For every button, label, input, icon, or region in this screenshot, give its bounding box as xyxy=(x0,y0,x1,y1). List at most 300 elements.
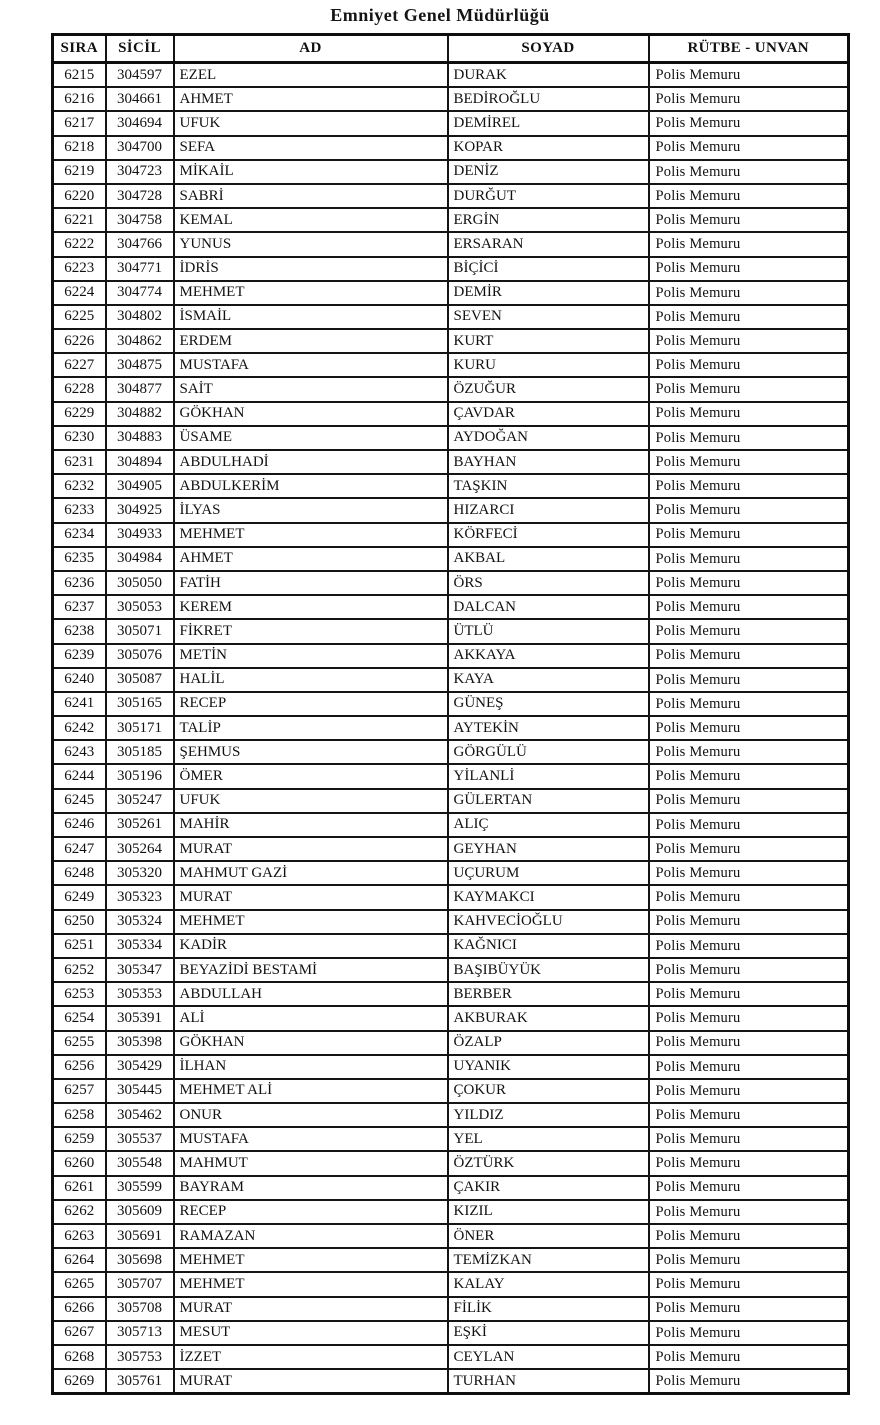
sira-cell: 6262 xyxy=(53,1200,106,1224)
table-row xyxy=(53,402,849,426)
soyad-cell: FİLİK xyxy=(448,1297,649,1321)
sira-cell: 6269 xyxy=(53,1369,106,1394)
soyad-cell: TAŞKIN xyxy=(448,474,649,498)
sira-cell: 6222 xyxy=(53,232,106,256)
ad-cell: ABDULHADİ xyxy=(174,450,448,474)
table-row xyxy=(53,305,849,329)
ad-cell: İLHAN xyxy=(174,1055,448,1079)
soyad-cell: DEMİREL xyxy=(448,111,649,135)
soyad-cell: GÜLERTAN xyxy=(448,789,649,813)
rutbe-cell: Polis Memuru xyxy=(649,329,849,353)
sicil-cell: 305247 xyxy=(106,789,174,813)
soyad-cell: UÇURUM xyxy=(448,861,649,885)
rutbe-cell: Polis Memuru xyxy=(649,208,849,232)
rutbe-cell: Polis Memuru xyxy=(649,692,849,716)
sicil-cell: 304883 xyxy=(106,426,174,450)
table-row xyxy=(53,136,849,160)
rutbe-cell: Polis Memuru xyxy=(649,1272,849,1296)
rutbe-cell: Polis Memuru xyxy=(649,281,849,305)
rutbe-cell: Polis Memuru xyxy=(649,1031,849,1055)
sicil-cell: 304875 xyxy=(106,353,174,377)
ad-cell: UFUK xyxy=(174,789,448,813)
sicil-cell: 305391 xyxy=(106,1006,174,1030)
soyad-cell: KURT xyxy=(448,329,649,353)
soyad-cell: EŞKİ xyxy=(448,1321,649,1345)
sira-cell: 6228 xyxy=(53,377,106,401)
ad-cell: MİKAİL xyxy=(174,160,448,184)
sira-cell: 6252 xyxy=(53,958,106,982)
rutbe-cell: Polis Memuru xyxy=(649,571,849,595)
table-row xyxy=(53,1079,849,1103)
sira-cell: 6251 xyxy=(53,934,106,958)
sira-cell: 6260 xyxy=(53,1151,106,1175)
sira-cell: 6247 xyxy=(53,837,106,861)
ad-cell: SEFA xyxy=(174,136,448,160)
table-row xyxy=(53,160,849,184)
soyad-cell: DURAK xyxy=(448,63,649,88)
sicil-cell: 304882 xyxy=(106,402,174,426)
table-row xyxy=(53,1369,849,1394)
soyad-cell: AYTEKİN xyxy=(448,716,649,740)
rutbe-cell: Polis Memuru xyxy=(649,474,849,498)
table-row xyxy=(53,910,849,934)
soyad-cell: YİLANLİ xyxy=(448,764,649,788)
sicil-cell: 305050 xyxy=(106,571,174,595)
soyad-cell: KAHVECİOĞLU xyxy=(448,910,649,934)
sira-cell: 6219 xyxy=(53,160,106,184)
sira-cell: 6227 xyxy=(53,353,106,377)
table-row xyxy=(53,1127,849,1151)
ad-cell: AHMET xyxy=(174,87,448,111)
soyad-cell: UYANIK xyxy=(448,1055,649,1079)
rutbe-cell: Polis Memuru xyxy=(649,789,849,813)
rutbe-cell: Polis Memuru xyxy=(649,837,849,861)
table-row xyxy=(53,87,849,111)
table-row xyxy=(53,498,849,522)
table-row xyxy=(53,1151,849,1175)
sira-cell: 6268 xyxy=(53,1345,106,1369)
rutbe-cell: Polis Memuru xyxy=(649,523,849,547)
rutbe-cell: Polis Memuru xyxy=(649,644,849,668)
ad-cell: MEHMET xyxy=(174,523,448,547)
sira-cell: 6257 xyxy=(53,1079,106,1103)
table-row xyxy=(53,208,849,232)
soyad-cell: BERBER xyxy=(448,982,649,1006)
table-row xyxy=(53,619,849,643)
sicil-cell: 305691 xyxy=(106,1224,174,1248)
sicil-cell: 304723 xyxy=(106,160,174,184)
rutbe-cell: Polis Memuru xyxy=(649,136,849,160)
soyad-cell: ÖRS xyxy=(448,571,649,595)
ad-cell: GÖKHAN xyxy=(174,1031,448,1055)
roster-table-body xyxy=(53,63,849,1394)
table-row xyxy=(53,813,849,837)
sicil-cell: 305445 xyxy=(106,1079,174,1103)
soyad-cell: BİÇİCİ xyxy=(448,257,649,281)
sicil-cell: 305347 xyxy=(106,958,174,982)
table-row xyxy=(53,571,849,595)
ad-cell: RAMAZAN xyxy=(174,1224,448,1248)
sira-cell: 6261 xyxy=(53,1176,106,1200)
sira-cell: 6265 xyxy=(53,1272,106,1296)
rutbe-cell: Polis Memuru xyxy=(649,257,849,281)
sira-cell: 6226 xyxy=(53,329,106,353)
sicil-cell: 304728 xyxy=(106,184,174,208)
rutbe-cell: Polis Memuru xyxy=(649,63,849,88)
table-row xyxy=(53,1103,849,1127)
sicil-cell: 305708 xyxy=(106,1297,174,1321)
soyad-cell: TURHAN xyxy=(448,1369,649,1394)
soyad-cell: DEMİR xyxy=(448,281,649,305)
soyad-cell: KAYMAKCI xyxy=(448,885,649,909)
soyad-cell: AKBURAK xyxy=(448,1006,649,1030)
sira-cell: 6250 xyxy=(53,910,106,934)
sira-cell: 6254 xyxy=(53,1006,106,1030)
sira-cell: 6215 xyxy=(53,63,106,88)
soyad-cell: ÖZALP xyxy=(448,1031,649,1055)
page-title: Emniyet Genel Müdürlüğü xyxy=(330,5,550,25)
sicil-cell: 305698 xyxy=(106,1248,174,1272)
sira-cell: 6221 xyxy=(53,208,106,232)
header-ad: AD xyxy=(174,35,448,63)
table-row xyxy=(53,377,849,401)
sira-cell: 6241 xyxy=(53,692,106,716)
ad-cell: ÖMER xyxy=(174,764,448,788)
ad-cell: KEMAL xyxy=(174,208,448,232)
ad-cell: ABDULKERİM xyxy=(174,474,448,498)
soyad-cell: ERSARAN xyxy=(448,232,649,256)
ad-cell: MEHMET xyxy=(174,910,448,934)
soyad-cell: KOPAR xyxy=(448,136,649,160)
ad-cell: İZZET xyxy=(174,1345,448,1369)
sira-cell: 6249 xyxy=(53,885,106,909)
rutbe-cell: Polis Memuru xyxy=(649,764,849,788)
table-row xyxy=(53,861,849,885)
soyad-cell: AKKAYA xyxy=(448,644,649,668)
sira-cell: 6256 xyxy=(53,1055,106,1079)
table-row xyxy=(53,885,849,909)
ad-cell: SAİT xyxy=(174,377,448,401)
sicil-cell: 304877 xyxy=(106,377,174,401)
soyad-cell: ÇAVDAR xyxy=(448,402,649,426)
ad-cell: ONUR xyxy=(174,1103,448,1127)
sira-cell: 6264 xyxy=(53,1248,106,1272)
table-row xyxy=(53,184,849,208)
sira-cell: 6259 xyxy=(53,1127,106,1151)
table-row xyxy=(53,692,849,716)
rutbe-cell: Polis Memuru xyxy=(649,619,849,643)
sira-cell: 6240 xyxy=(53,668,106,692)
sicil-cell: 305264 xyxy=(106,837,174,861)
rutbe-cell: Polis Memuru xyxy=(649,861,849,885)
table-row xyxy=(53,1272,849,1296)
table-row xyxy=(53,1031,849,1055)
sicil-cell: 304661 xyxy=(106,87,174,111)
ad-cell: MEHMET xyxy=(174,1272,448,1296)
rutbe-cell: Polis Memuru xyxy=(649,1176,849,1200)
sira-cell: 6255 xyxy=(53,1031,106,1055)
table-row xyxy=(53,547,849,571)
sicil-cell: 305761 xyxy=(106,1369,174,1394)
soyad-cell: ERGİN xyxy=(448,208,649,232)
ad-cell: HALİL xyxy=(174,668,448,692)
sicil-cell: 305076 xyxy=(106,644,174,668)
rutbe-cell: Polis Memuru xyxy=(649,1224,849,1248)
rutbe-cell: Polis Memuru xyxy=(649,885,849,909)
soyad-cell: KURU xyxy=(448,353,649,377)
soyad-cell: BEDİROĞLU xyxy=(448,87,649,111)
soyad-cell: ÖZTÜRK xyxy=(448,1151,649,1175)
table-row xyxy=(53,111,849,135)
ad-cell: MURAT xyxy=(174,1369,448,1394)
ad-cell: UFUK xyxy=(174,111,448,135)
ad-cell: ABDULLAH xyxy=(174,982,448,1006)
sicil-cell: 305053 xyxy=(106,595,174,619)
ad-cell: MUSTAFA xyxy=(174,1127,448,1151)
soyad-cell: KAĞNICI xyxy=(448,934,649,958)
sicil-cell: 305753 xyxy=(106,1345,174,1369)
soyad-cell: GÜNEŞ xyxy=(448,692,649,716)
ad-cell: KADİR xyxy=(174,934,448,958)
soyad-cell: GÖRGÜLÜ xyxy=(448,740,649,764)
ad-cell: MUSTAFA xyxy=(174,353,448,377)
rutbe-cell: Polis Memuru xyxy=(649,498,849,522)
table-header-row xyxy=(53,35,849,63)
table-row xyxy=(53,668,849,692)
table-row xyxy=(53,716,849,740)
sicil-cell: 304905 xyxy=(106,474,174,498)
ad-cell: AHMET xyxy=(174,547,448,571)
rutbe-cell: Polis Memuru xyxy=(649,716,849,740)
rutbe-cell: Polis Memuru xyxy=(649,402,849,426)
sira-cell: 6243 xyxy=(53,740,106,764)
sicil-cell: 305537 xyxy=(106,1127,174,1151)
sicil-cell: 305171 xyxy=(106,716,174,740)
rutbe-cell: Polis Memuru xyxy=(649,1127,849,1151)
sicil-cell: 304700 xyxy=(106,136,174,160)
ad-cell: YUNUS xyxy=(174,232,448,256)
soyad-cell: DALCAN xyxy=(448,595,649,619)
rutbe-cell: Polis Memuru xyxy=(649,813,849,837)
table-row xyxy=(53,329,849,353)
sira-cell: 6258 xyxy=(53,1103,106,1127)
sira-cell: 6242 xyxy=(53,716,106,740)
soyad-cell: AKBAL xyxy=(448,547,649,571)
sira-cell: 6266 xyxy=(53,1297,106,1321)
sicil-cell: 305713 xyxy=(106,1321,174,1345)
sicil-cell: 305398 xyxy=(106,1031,174,1055)
sira-cell: 6244 xyxy=(53,764,106,788)
table-row xyxy=(53,958,849,982)
sicil-cell: 305261 xyxy=(106,813,174,837)
sicil-cell: 305196 xyxy=(106,764,174,788)
table-row xyxy=(53,1321,849,1345)
rutbe-cell: Polis Memuru xyxy=(649,934,849,958)
sira-cell: 6248 xyxy=(53,861,106,885)
rutbe-cell: Polis Memuru xyxy=(649,547,849,571)
sicil-cell: 304802 xyxy=(106,305,174,329)
ad-cell: BAYRAM xyxy=(174,1176,448,1200)
soyad-cell: DENİZ xyxy=(448,160,649,184)
soyad-cell: GEYHAN xyxy=(448,837,649,861)
sira-cell: 6216 xyxy=(53,87,106,111)
sira-cell: 6267 xyxy=(53,1321,106,1345)
sira-cell: 6230 xyxy=(53,426,106,450)
table-row xyxy=(53,1055,849,1079)
soyad-cell: KALAY xyxy=(448,1272,649,1296)
sicil-cell: 305165 xyxy=(106,692,174,716)
ad-cell: FİKRET xyxy=(174,619,448,643)
rutbe-cell: Polis Memuru xyxy=(649,377,849,401)
sicil-cell: 305599 xyxy=(106,1176,174,1200)
header-rutbe-unvan: RÜTBE - UNVAN xyxy=(649,35,849,63)
soyad-cell: YILDIZ xyxy=(448,1103,649,1127)
soyad-cell: CEYLAN xyxy=(448,1345,649,1369)
sicil-cell: 305462 xyxy=(106,1103,174,1127)
ad-cell: MURAT xyxy=(174,885,448,909)
soyad-cell: HIZARCI xyxy=(448,498,649,522)
ad-cell: MURAT xyxy=(174,837,448,861)
ad-cell: MAHİR xyxy=(174,813,448,837)
rutbe-cell: Polis Memuru xyxy=(649,426,849,450)
rutbe-cell: Polis Memuru xyxy=(649,1369,849,1394)
rutbe-cell: Polis Memuru xyxy=(649,1297,849,1321)
sicil-cell: 305320 xyxy=(106,861,174,885)
ad-cell: İDRİS xyxy=(174,257,448,281)
sira-cell: 6231 xyxy=(53,450,106,474)
sicil-cell: 304925 xyxy=(106,498,174,522)
sicil-cell: 305071 xyxy=(106,619,174,643)
rutbe-cell: Polis Memuru xyxy=(649,982,849,1006)
soyad-cell: ÇAKIR xyxy=(448,1176,649,1200)
soyad-cell: KÖRFECİ xyxy=(448,523,649,547)
ad-cell: MEHMET ALİ xyxy=(174,1079,448,1103)
sicil-cell: 304766 xyxy=(106,232,174,256)
rutbe-cell: Polis Memuru xyxy=(649,740,849,764)
sira-cell: 6217 xyxy=(53,111,106,135)
ad-cell: SABRİ xyxy=(174,184,448,208)
header-sira: SIRA xyxy=(53,35,106,63)
ad-cell: RECEP xyxy=(174,692,448,716)
sicil-cell: 305353 xyxy=(106,982,174,1006)
sicil-cell: 305323 xyxy=(106,885,174,909)
table-row xyxy=(53,257,849,281)
sira-cell: 6223 xyxy=(53,257,106,281)
ad-cell: KEREM xyxy=(174,595,448,619)
rutbe-cell: Polis Memuru xyxy=(649,1006,849,1030)
table-row xyxy=(53,982,849,1006)
table-row xyxy=(53,1297,849,1321)
sicil-cell: 305548 xyxy=(106,1151,174,1175)
soyad-cell: ÜTLÜ xyxy=(448,619,649,643)
sira-cell: 6238 xyxy=(53,619,106,643)
ad-cell: RECEP xyxy=(174,1200,448,1224)
sira-cell: 6263 xyxy=(53,1224,106,1248)
sira-cell: 6233 xyxy=(53,498,106,522)
soyad-cell: ÖZUĞUR xyxy=(448,377,649,401)
ad-cell: EZEL xyxy=(174,63,448,88)
ad-cell: FATİH xyxy=(174,571,448,595)
sira-cell: 6218 xyxy=(53,136,106,160)
soyad-cell: ALIÇ xyxy=(448,813,649,837)
sicil-cell: 305185 xyxy=(106,740,174,764)
sicil-cell: 305707 xyxy=(106,1272,174,1296)
rutbe-cell: Polis Memuru xyxy=(649,1200,849,1224)
table-row xyxy=(53,595,849,619)
rutbe-cell: Polis Memuru xyxy=(649,1103,849,1127)
table-row xyxy=(53,353,849,377)
sira-cell: 6239 xyxy=(53,644,106,668)
ad-cell: MESUT xyxy=(174,1321,448,1345)
table-row xyxy=(53,63,849,88)
ad-cell: İSMAİL xyxy=(174,305,448,329)
table-row xyxy=(53,426,849,450)
ad-cell: METİN xyxy=(174,644,448,668)
soyad-cell: TEMİZKAN xyxy=(448,1248,649,1272)
rutbe-cell: Polis Memuru xyxy=(649,1321,849,1345)
rutbe-cell: Polis Memuru xyxy=(649,111,849,135)
table-row xyxy=(53,837,849,861)
ad-cell: MAHMUT GAZİ xyxy=(174,861,448,885)
sicil-cell: 304984 xyxy=(106,547,174,571)
table-row xyxy=(53,644,849,668)
sira-cell: 6253 xyxy=(53,982,106,1006)
ad-cell: ÜSAME xyxy=(174,426,448,450)
ad-cell: MEHMET xyxy=(174,281,448,305)
sira-cell: 6245 xyxy=(53,789,106,813)
sira-cell: 6232 xyxy=(53,474,106,498)
soyad-cell: BAŞIBÜYÜK xyxy=(448,958,649,982)
ad-cell: ALİ xyxy=(174,1006,448,1030)
sicil-cell: 305429 xyxy=(106,1055,174,1079)
sicil-cell: 304774 xyxy=(106,281,174,305)
sicil-cell: 304862 xyxy=(106,329,174,353)
table-row xyxy=(53,934,849,958)
table-row xyxy=(53,450,849,474)
ad-cell: MURAT xyxy=(174,1297,448,1321)
rutbe-cell: Polis Memuru xyxy=(649,668,849,692)
ad-cell: ERDEM xyxy=(174,329,448,353)
ad-cell: MAHMUT xyxy=(174,1151,448,1175)
sira-cell: 6236 xyxy=(53,571,106,595)
soyad-cell: SEVEN xyxy=(448,305,649,329)
table-row xyxy=(53,1006,849,1030)
table-row xyxy=(53,1224,849,1248)
sicil-cell: 304771 xyxy=(106,257,174,281)
sicil-cell: 304933 xyxy=(106,523,174,547)
sicil-cell: 305334 xyxy=(106,934,174,958)
soyad-cell: DURĞUT xyxy=(448,184,649,208)
soyad-cell: ÖNER xyxy=(448,1224,649,1248)
table-row xyxy=(53,281,849,305)
sicil-cell: 305087 xyxy=(106,668,174,692)
sira-cell: 6234 xyxy=(53,523,106,547)
rutbe-cell: Polis Memuru xyxy=(649,958,849,982)
table-row xyxy=(53,1345,849,1369)
table-row xyxy=(53,1176,849,1200)
table-row xyxy=(53,474,849,498)
ad-cell: BEYAZİDİ BESTAMİ xyxy=(174,958,448,982)
rutbe-cell: Polis Memuru xyxy=(649,160,849,184)
table-row xyxy=(53,764,849,788)
sira-cell: 6246 xyxy=(53,813,106,837)
sira-cell: 6224 xyxy=(53,281,106,305)
rutbe-cell: Polis Memuru xyxy=(649,184,849,208)
rutbe-cell: Polis Memuru xyxy=(649,1079,849,1103)
soyad-cell: AYDOĞAN xyxy=(448,426,649,450)
sira-cell: 6235 xyxy=(53,547,106,571)
rutbe-cell: Polis Memuru xyxy=(649,353,849,377)
